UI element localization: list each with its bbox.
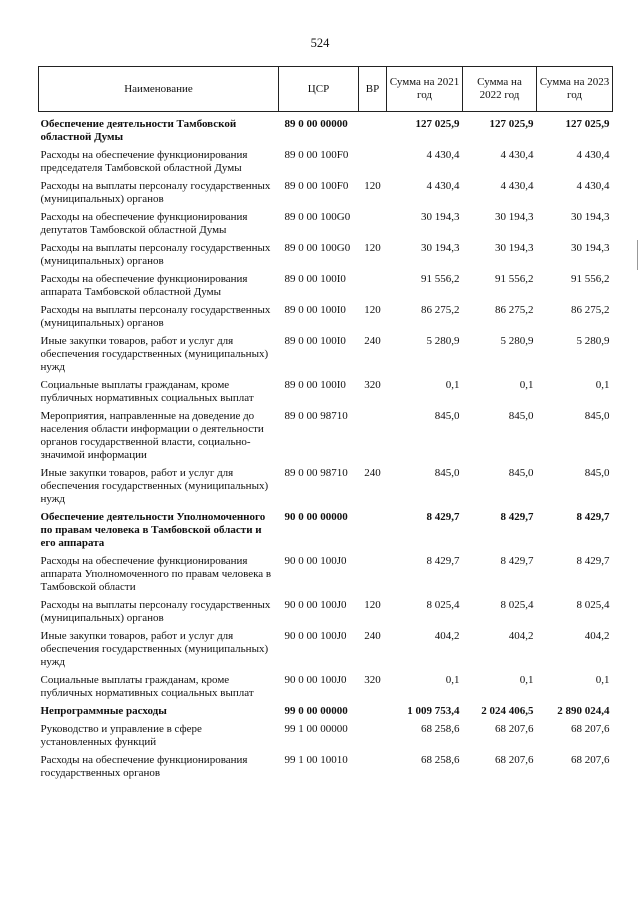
table-row — [39, 552, 613, 596]
cell-y2022: 404,2 — [508, 630, 534, 642]
cell-y2021: 68 258,6 — [421, 723, 460, 735]
cell-y2022: 5 280,9 — [500, 335, 534, 347]
cell-csr: 89 0 00 98710 — [284, 410, 348, 422]
cell-csr: 89 0 00 100I0 — [284, 304, 346, 316]
cell-y2023: 0,1 — [595, 379, 610, 391]
cell-name: Обеспечение деятельности Уполномоченного по правам человека в Тамбовской области и его аппарата — [40, 511, 266, 549]
cell-csr: 89 0 00 100F0 — [284, 149, 349, 161]
table-row — [39, 332, 613, 376]
cell-csr: 89 0 00 100G0 — [284, 242, 351, 254]
cell-vr — [359, 702, 387, 720]
cell-y2022: 2 024 406,5 — [481, 705, 534, 717]
header-csr: ЦСР — [279, 67, 359, 112]
cell-name: Расходы на выплаты персоналу государственных (муниципальных) органов — [40, 304, 271, 329]
header-2023: Сумма на 2023 год — [537, 67, 613, 112]
cell-y2022: 8 429,7 — [500, 555, 534, 567]
cell-name: Расходы на выплаты персоналу государственных (муниципальных) органов — [40, 599, 271, 624]
cell-name: Расходы на выплаты персоналу государственных (муниципальных) органов — [40, 180, 271, 205]
cell-csr: 99 1 00 10010 — [284, 754, 348, 766]
cell-name: Расходы на обеспечение функционирования аппарата Тамбовской областной Думы — [40, 273, 248, 298]
cell-vr — [359, 751, 387, 782]
cell-y2021: 845,0 — [434, 467, 460, 479]
cell-csr: 89 0 00 00000 — [284, 118, 348, 130]
table-row — [39, 239, 613, 270]
cell-y2021: 86 275,2 — [421, 304, 460, 316]
cell-y2021: 845,0 — [434, 410, 460, 422]
cell-vr — [359, 270, 387, 301]
cell-y2023: 91 556,2 — [571, 273, 610, 285]
cell-vr — [359, 146, 387, 177]
cell-name: Социальные выплаты гражданам, кроме публичных нормативных социальных выплат — [40, 379, 254, 404]
cell-y2022: 845,0 — [508, 467, 534, 479]
cell-y2022: 8 429,7 — [500, 511, 534, 523]
cell-y2023: 8 429,7 — [576, 555, 610, 567]
cell-y2023: 68 207,6 — [571, 754, 610, 766]
cell-y2023: 8 429,7 — [576, 511, 610, 523]
cell-name: Расходы на обеспечение функционирования председателя Тамбовской областной Думы — [40, 149, 248, 174]
table-row — [39, 596, 613, 627]
cell-y2023: 0,1 — [595, 674, 610, 686]
cell-y2023: 5 280,9 — [576, 335, 610, 347]
cell-y2022: 4 430,4 — [500, 180, 534, 192]
table-row — [39, 407, 613, 464]
cell-y2022: 68 207,6 — [495, 723, 534, 735]
table-row — [39, 208, 613, 239]
header-name: Наименование — [39, 67, 279, 112]
header-2021: Сумма на 2021 год — [387, 67, 463, 112]
cell-y2023: 30 194,3 — [571, 211, 610, 223]
cell-y2021: 91 556,2 — [421, 273, 460, 285]
cell-name: Расходы на обеспечение функционирования государственных органов — [40, 754, 248, 779]
cell-y2022: 8 025,4 — [500, 599, 534, 611]
cell-y2022: 86 275,2 — [495, 304, 534, 316]
cell-name: Мероприятия, направленные на доведение до населения области информации о деятельности органов государственной власти, социально-значимой информации — [40, 410, 264, 461]
table-row — [39, 508, 613, 552]
table-header — [39, 67, 613, 112]
cell-y2021: 30 194,3 — [421, 211, 460, 223]
cell-y2021: 0,1 — [445, 674, 460, 686]
cell-y2021: 1 009 753,4 — [407, 705, 460, 717]
cell-vr: 240 — [364, 630, 381, 642]
cell-name: Иные закупки товаров, работ и услуг для обеспечения государственных (муниципальных) нужд — [40, 467, 269, 505]
cell-vr: 120 — [364, 180, 381, 192]
cell-y2023: 4 430,4 — [576, 149, 610, 161]
cell-name: Социальные выплаты гражданам, кроме публичных нормативных социальных выплат — [40, 674, 254, 699]
table-row — [39, 112, 613, 147]
cell-y2021: 5 280,9 — [426, 335, 460, 347]
table-row — [39, 177, 613, 208]
cell-name: Руководство и управление в сфере установленных функций — [40, 723, 202, 748]
cell-csr: 89 0 00 100I0 — [284, 335, 346, 347]
table-row — [39, 146, 613, 177]
cell-vr: 320 — [364, 379, 381, 391]
cell-vr — [359, 208, 387, 239]
cell-csr: 89 0 00 98710 — [284, 467, 348, 479]
cell-y2021: 8 429,7 — [426, 511, 460, 523]
cell-y2022: 68 207,6 — [495, 754, 534, 766]
cell-y2021: 404,2 — [434, 630, 460, 642]
cell-csr: 90 0 00 00000 — [284, 511, 348, 523]
cell-csr: 99 1 00 00000 — [284, 723, 348, 735]
cell-y2021: 30 194,3 — [421, 242, 460, 254]
cell-y2022: 30 194,3 — [495, 211, 534, 223]
cell-name: Иные закупки товаров, работ и услуг для обеспечения государственных (муниципальных) нужд — [40, 630, 269, 668]
cell-y2023: 8 025,4 — [576, 599, 610, 611]
cell-y2021: 4 430,4 — [426, 149, 460, 161]
cell-vr: 120 — [364, 242, 381, 254]
cell-y2021: 8 025,4 — [426, 599, 460, 611]
cell-y2021: 127 025,9 — [415, 118, 460, 130]
cell-y2023: 127 025,9 — [565, 118, 610, 130]
table-row — [39, 702, 613, 720]
budget-table — [38, 66, 613, 782]
table-row — [39, 376, 613, 407]
table-row — [39, 627, 613, 671]
cell-name: Расходы на выплаты персоналу государственных (муниципальных) органов — [40, 242, 271, 267]
cell-vr — [359, 552, 387, 596]
cell-y2023: 2 890 024,4 — [557, 705, 610, 717]
header-vr: ВР — [359, 67, 387, 112]
cell-y2023: 30 194,3 — [571, 242, 610, 254]
cell-vr: 320 — [364, 674, 381, 686]
header-2022: Сумма на 2022 год — [463, 67, 537, 112]
cell-vr: 240 — [364, 467, 381, 479]
cell-vr — [359, 508, 387, 552]
cell-name: Иные закупки товаров, работ и услуг для обеспечения государственных (муниципальных) нужд — [40, 335, 269, 373]
cell-name: Расходы на обеспечение функционирования депутатов Тамбовской областной Думы — [40, 211, 248, 236]
cell-y2023: 86 275,2 — [571, 304, 610, 316]
cell-y2022: 4 430,4 — [500, 149, 534, 161]
table-row — [39, 751, 613, 782]
cell-name: Расходы на обеспечение функционирования аппарата Уполномоченного по правам человека в Тамбовской области — [40, 555, 272, 593]
table-row — [39, 301, 613, 332]
cell-y2022: 30 194,3 — [495, 242, 534, 254]
cell-vr: 120 — [364, 304, 381, 316]
cell-vr: 240 — [364, 335, 381, 347]
cell-y2021: 0,1 — [445, 379, 460, 391]
cell-vr — [359, 407, 387, 464]
cell-csr: 90 0 00 100J0 — [284, 674, 347, 686]
table-row — [39, 270, 613, 301]
cell-csr: 90 0 00 100J0 — [284, 630, 347, 642]
cell-vr — [359, 720, 387, 751]
cell-y2023: 845,0 — [584, 467, 610, 479]
table-row — [39, 464, 613, 508]
cell-y2022: 127 025,9 — [489, 118, 534, 130]
cell-y2021: 8 429,7 — [426, 555, 460, 567]
cell-y2022: 0,1 — [519, 674, 534, 686]
cell-y2022: 91 556,2 — [495, 273, 534, 285]
cell-csr: 89 0 00 100I0 — [284, 379, 346, 391]
cell-y2023: 845,0 — [584, 410, 610, 422]
table-row — [39, 720, 613, 751]
cell-y2023: 68 207,6 — [571, 723, 610, 735]
cell-y2023: 4 430,4 — [576, 180, 610, 192]
page-number: 524 — [310, 36, 330, 50]
cell-vr: 120 — [364, 599, 381, 611]
cell-y2022: 0,1 — [519, 379, 534, 391]
cell-csr: 90 0 00 100J0 — [284, 555, 347, 567]
cell-csr: 89 0 00 100I0 — [284, 273, 346, 285]
table-body — [39, 112, 613, 783]
table-row — [39, 671, 613, 702]
cell-y2021: 68 258,6 — [421, 754, 460, 766]
cell-y2021: 4 430,4 — [426, 180, 460, 192]
cell-csr: 99 0 00 00000 — [284, 705, 348, 717]
cell-csr: 89 0 00 100G0 — [284, 211, 351, 223]
scan-margin-mark — [637, 240, 638, 270]
cell-name: Непрограммные расходы — [40, 705, 167, 717]
cell-name: Обеспечение деятельности Тамбовской областной Думы — [40, 118, 237, 143]
cell-y2022: 845,0 — [508, 410, 534, 422]
cell-csr: 90 0 00 100J0 — [284, 599, 347, 611]
cell-vr — [359, 112, 387, 147]
cell-csr: 89 0 00 100F0 — [284, 180, 349, 192]
cell-y2023: 404,2 — [584, 630, 610, 642]
